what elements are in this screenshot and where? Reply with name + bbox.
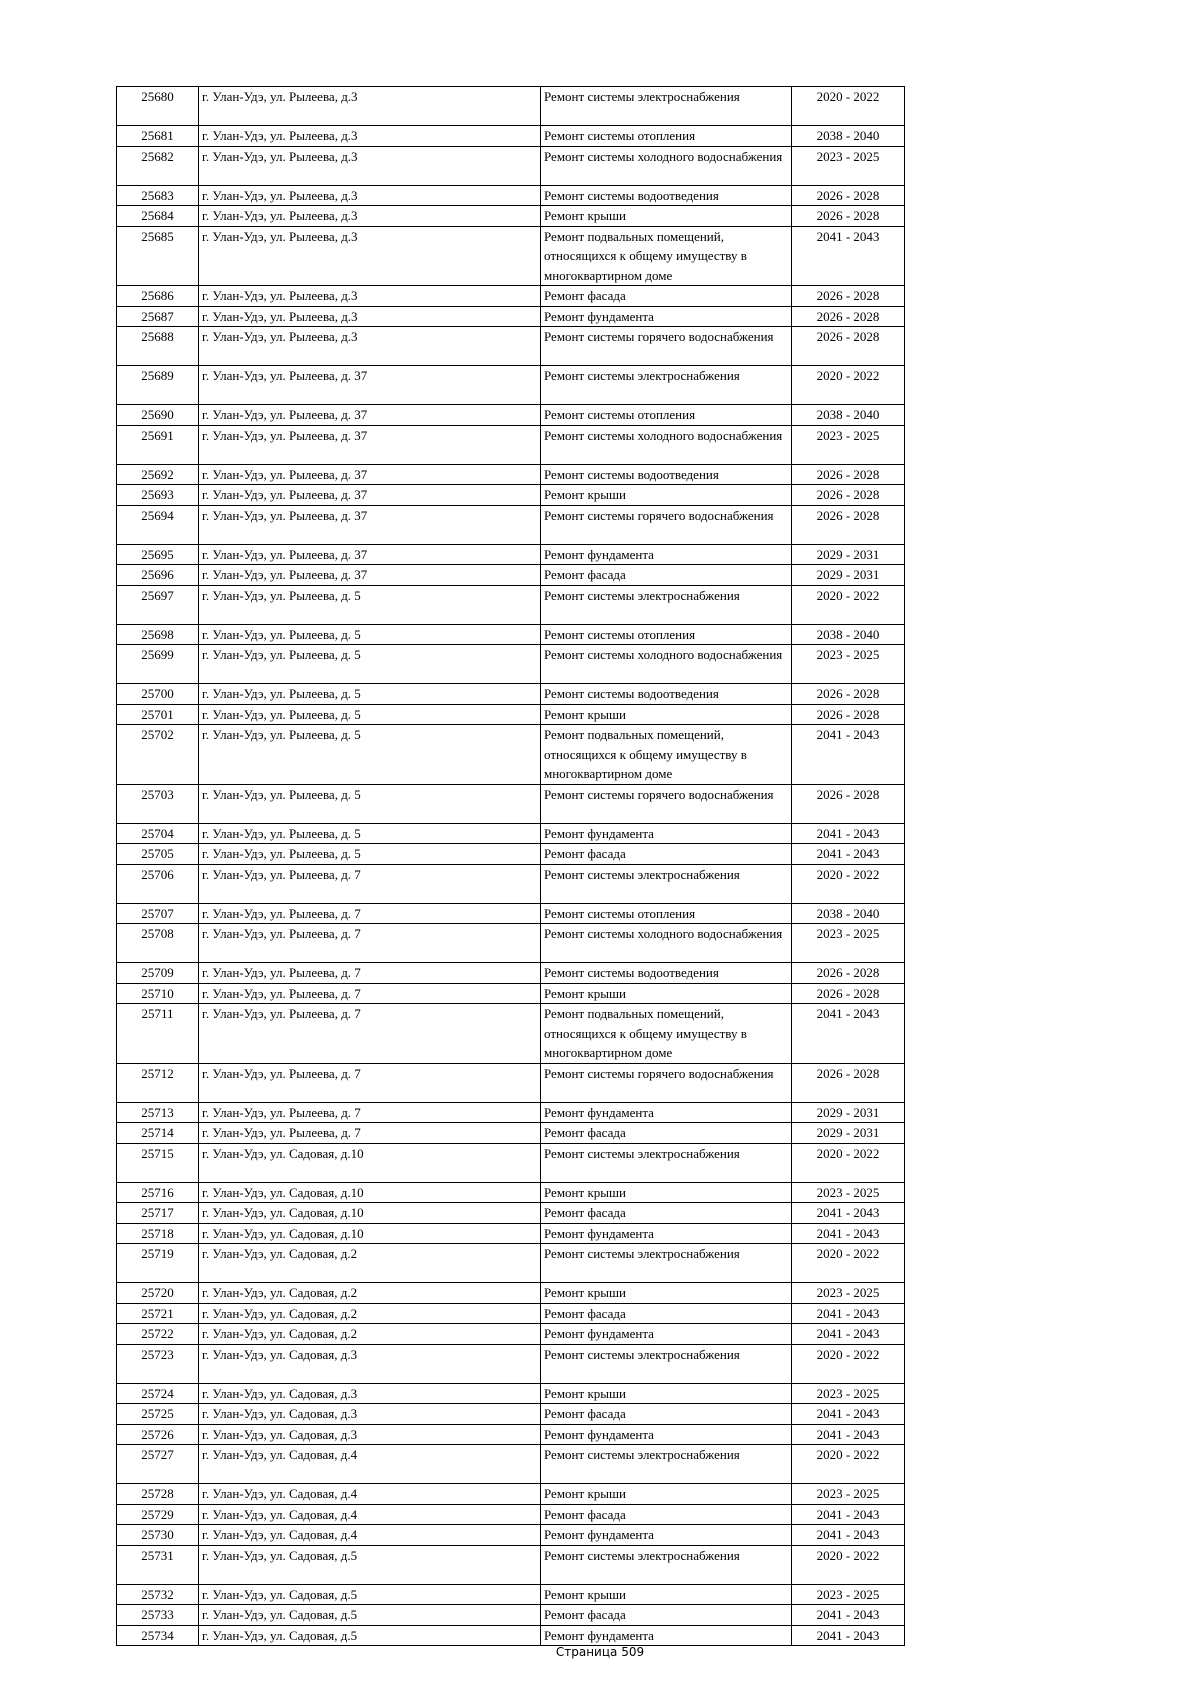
row-id-cell: 25693: [117, 485, 199, 506]
row-period-cell: 2026 - 2028: [792, 306, 905, 327]
row-address-cell: г. Улан-Удэ, ул. Садовая, д.4: [199, 1525, 541, 1546]
row-address-cell: г. Улан-Удэ, ул. Садовая, д.4: [199, 1504, 541, 1525]
row-id-cell: 25709: [117, 963, 199, 984]
row-address-cell: г. Улан-Удэ, ул. Садовая, д.10: [199, 1143, 541, 1182]
row-address-cell: г. Улан-Удэ, ул. Рылеева, д. 7: [199, 1102, 541, 1123]
row-id-cell: 25731: [117, 1545, 199, 1584]
row-period-cell: 2023 - 2025: [792, 1383, 905, 1404]
row-period-cell: 2038 - 2040: [792, 903, 905, 924]
row-period-cell: 2029 - 2031: [792, 1102, 905, 1123]
table-row: [117, 1484, 905, 1505]
row-work-cell: Ремонт крыши: [541, 206, 792, 227]
table-row: [117, 725, 905, 785]
row-period-cell: 2026 - 2028: [792, 185, 905, 206]
row-period-cell: 2023 - 2025: [792, 425, 905, 464]
row-id-cell: 25696: [117, 565, 199, 586]
row-period-cell: 2029 - 2031: [792, 1123, 905, 1144]
table-row: [117, 963, 905, 984]
row-work-cell: Ремонт фундамента: [541, 823, 792, 844]
row-id-cell: 25718: [117, 1223, 199, 1244]
row-period-cell: 2023 - 2025: [792, 924, 905, 963]
row-address-cell: г. Улан-Удэ, ул. Рылеева, д.3: [199, 286, 541, 307]
row-period-cell: 2026 - 2028: [792, 485, 905, 506]
row-id-cell: 25710: [117, 983, 199, 1004]
row-address-cell: г. Улан-Удэ, ул. Садовая, д.4: [199, 1484, 541, 1505]
table-row: [117, 823, 905, 844]
row-id-cell: 25715: [117, 1143, 199, 1182]
row-id-cell: 25681: [117, 126, 199, 147]
row-address-cell: г. Улан-Удэ, ул. Рылеева, д. 7: [199, 924, 541, 963]
table-row: [117, 425, 905, 464]
row-period-cell: 2020 - 2022: [792, 1445, 905, 1484]
table-row: [117, 1383, 905, 1404]
row-id-cell: 25698: [117, 624, 199, 645]
row-id-cell: 25717: [117, 1203, 199, 1224]
row-work-cell: Ремонт крыши: [541, 1383, 792, 1404]
row-work-cell: Ремонт фасада: [541, 565, 792, 586]
row-id-cell: 25691: [117, 425, 199, 464]
row-period-cell: 2041 - 2043: [792, 1004, 905, 1064]
row-id-cell: 25702: [117, 725, 199, 785]
row-address-cell: г. Улан-Удэ, ул. Садовая, д.4: [199, 1445, 541, 1484]
row-address-cell: г. Улан-Удэ, ул. Садовая, д.3: [199, 1344, 541, 1383]
row-id-cell: 25705: [117, 844, 199, 865]
row-work-cell: Ремонт фасада: [541, 1303, 792, 1324]
row-work-cell: Ремонт системы электроснабжения: [541, 87, 792, 126]
row-address-cell: г. Улан-Удэ, ул. Рылеева, д.3: [199, 206, 541, 227]
row-work-cell: Ремонт системы горячего водоснабжения: [541, 1063, 792, 1102]
row-id-cell: 25711: [117, 1004, 199, 1064]
row-period-cell: 2023 - 2025: [792, 1584, 905, 1605]
row-address-cell: г. Улан-Удэ, ул. Рылеева, д. 7: [199, 1123, 541, 1144]
row-work-cell: Ремонт системы электроснабжения: [541, 1143, 792, 1182]
row-id-cell: 25684: [117, 206, 199, 227]
table-row: [117, 1182, 905, 1203]
table-row: [117, 1123, 905, 1144]
row-work-cell: Ремонт фундамента: [541, 1424, 792, 1445]
row-address-cell: г. Улан-Удэ, ул. Рылеева, д. 7: [199, 903, 541, 924]
table-row: [117, 1545, 905, 1584]
row-address-cell: г. Улан-Удэ, ул. Рылеева, д.3: [199, 87, 541, 126]
row-period-cell: 2020 - 2022: [792, 864, 905, 903]
table-row: [117, 903, 905, 924]
table-row: [117, 464, 905, 485]
row-work-cell: Ремонт фундамента: [541, 1102, 792, 1123]
row-address-cell: г. Улан-Удэ, ул. Рылеева, д. 5: [199, 844, 541, 865]
row-period-cell: 2020 - 2022: [792, 1344, 905, 1383]
table-row: [117, 1283, 905, 1304]
row-work-cell: Ремонт системы холодного водоснабжения: [541, 146, 792, 185]
row-id-cell: 25682: [117, 146, 199, 185]
row-work-cell: Ремонт системы электроснабжения: [541, 366, 792, 405]
table-row: [117, 366, 905, 405]
table-row: [117, 1525, 905, 1546]
table-row: [117, 704, 905, 725]
row-address-cell: г. Улан-Удэ, ул. Рылеева, д. 5: [199, 624, 541, 645]
row-id-cell: 25695: [117, 544, 199, 565]
row-work-cell: Ремонт системы холодного водоснабжения: [541, 645, 792, 684]
row-id-cell: 25712: [117, 1063, 199, 1102]
row-work-cell: Ремонт фасада: [541, 1123, 792, 1144]
row-period-cell: 2038 - 2040: [792, 126, 905, 147]
row-id-cell: 25716: [117, 1182, 199, 1203]
table-row: [117, 226, 905, 286]
table-row: [117, 645, 905, 684]
row-work-cell: Ремонт системы водоотведения: [541, 684, 792, 705]
row-work-cell: Ремонт подвальных помещений, относящихся к общему имуществу в многоквартирном доме: [541, 725, 792, 785]
table-row: [117, 485, 905, 506]
row-work-cell: Ремонт фасада: [541, 286, 792, 307]
row-address-cell: г. Улан-Удэ, ул. Садовая, д.3: [199, 1383, 541, 1404]
row-period-cell: 2020 - 2022: [792, 366, 905, 405]
row-id-cell: 25683: [117, 185, 199, 206]
row-period-cell: 2026 - 2028: [792, 464, 905, 485]
row-work-cell: Ремонт крыши: [541, 983, 792, 1004]
row-period-cell: 2038 - 2040: [792, 405, 905, 426]
row-address-cell: г. Улан-Удэ, ул. Садовая, д.5: [199, 1545, 541, 1584]
row-work-cell: Ремонт системы электроснабжения: [541, 1445, 792, 1484]
row-period-cell: 2026 - 2028: [792, 983, 905, 1004]
row-id-cell: 25726: [117, 1424, 199, 1445]
row-work-cell: Ремонт системы отопления: [541, 624, 792, 645]
row-period-cell: 2023 - 2025: [792, 1283, 905, 1304]
row-address-cell: г. Улан-Удэ, ул. Рылеева, д.3: [199, 327, 541, 366]
row-address-cell: г. Улан-Удэ, ул. Рылеева, д. 7: [199, 864, 541, 903]
row-address-cell: г. Улан-Удэ, ул. Рылеева, д.3: [199, 306, 541, 327]
row-work-cell: Ремонт системы горячего водоснабжения: [541, 505, 792, 544]
row-address-cell: г. Улан-Удэ, ул. Садовая, д.5: [199, 1625, 541, 1646]
row-work-cell: Ремонт фасада: [541, 1605, 792, 1626]
row-address-cell: г. Улан-Удэ, ул. Садовая, д.2: [199, 1303, 541, 1324]
row-address-cell: г. Улан-Удэ, ул. Садовая, д.10: [199, 1223, 541, 1244]
row-work-cell: Ремонт системы электроснабжения: [541, 1344, 792, 1383]
row-id-cell: 25686: [117, 286, 199, 307]
table-row: [117, 1424, 905, 1445]
row-address-cell: г. Улан-Удэ, ул. Садовая, д.5: [199, 1584, 541, 1605]
row-address-cell: г. Улан-Удэ, ул. Рылеева, д. 7: [199, 1063, 541, 1102]
row-work-cell: Ремонт фундамента: [541, 1625, 792, 1646]
table-row: [117, 1143, 905, 1182]
table-row: [117, 1404, 905, 1425]
row-work-cell: Ремонт системы электроснабжения: [541, 864, 792, 903]
row-address-cell: г. Улан-Удэ, ул. Рылеева, д. 5: [199, 823, 541, 844]
row-id-cell: 25720: [117, 1283, 199, 1304]
row-id-cell: 25713: [117, 1102, 199, 1123]
row-work-cell: Ремонт подвальных помещений, относящихся к общему имуществу в многоквартирном доме: [541, 226, 792, 286]
row-id-cell: 25729: [117, 1504, 199, 1525]
row-period-cell: 2041 - 2043: [792, 1424, 905, 1445]
row-period-cell: 2041 - 2043: [792, 1605, 905, 1626]
row-work-cell: Ремонт системы отопления: [541, 903, 792, 924]
row-id-cell: 25706: [117, 864, 199, 903]
row-period-cell: 2023 - 2025: [792, 146, 905, 185]
document-page: [116, 86, 904, 1646]
row-work-cell: Ремонт фасада: [541, 1404, 792, 1425]
row-period-cell: 2038 - 2040: [792, 624, 905, 645]
row-address-cell: г. Улан-Удэ, ул. Садовая, д.5: [199, 1605, 541, 1626]
row-period-cell: 2029 - 2031: [792, 565, 905, 586]
row-period-cell: 2041 - 2043: [792, 725, 905, 785]
table-row: [117, 1324, 905, 1345]
row-address-cell: г. Улан-Удэ, ул. Рылеева, д.3: [199, 126, 541, 147]
row-id-cell: 25700: [117, 684, 199, 705]
row-period-cell: 2026 - 2028: [792, 206, 905, 227]
row-period-cell: 2041 - 2043: [792, 1504, 905, 1525]
row-id-cell: 25733: [117, 1605, 199, 1626]
table-row: [117, 126, 905, 147]
row-work-cell: Ремонт крыши: [541, 1584, 792, 1605]
table-row: [117, 585, 905, 624]
row-work-cell: Ремонт системы горячего водоснабжения: [541, 784, 792, 823]
row-period-cell: 2041 - 2043: [792, 226, 905, 286]
row-id-cell: 25734: [117, 1625, 199, 1646]
row-work-cell: Ремонт системы электроснабжения: [541, 1545, 792, 1584]
row-address-cell: г. Улан-Удэ, ул. Рылеева, д. 5: [199, 684, 541, 705]
row-period-cell: 2020 - 2022: [792, 1143, 905, 1182]
row-id-cell: 25725: [117, 1404, 199, 1425]
row-address-cell: г. Улан-Удэ, ул. Рылеева, д. 7: [199, 963, 541, 984]
row-work-cell: Ремонт фундамента: [541, 1525, 792, 1546]
table-row: [117, 327, 905, 366]
table-row: [117, 1605, 905, 1626]
row-work-cell: Ремонт системы отопления: [541, 126, 792, 147]
row-address-cell: г. Улан-Удэ, ул. Садовая, д.10: [199, 1203, 541, 1224]
row-period-cell: 2026 - 2028: [792, 286, 905, 307]
row-address-cell: г. Улан-Удэ, ул. Садовая, д.2: [199, 1244, 541, 1283]
row-work-cell: Ремонт крыши: [541, 704, 792, 725]
row-period-cell: 2020 - 2022: [792, 1244, 905, 1283]
row-address-cell: г. Улан-Удэ, ул. Садовая, д.3: [199, 1424, 541, 1445]
table-row: [117, 684, 905, 705]
row-id-cell: 25690: [117, 405, 199, 426]
row-work-cell: Ремонт фундамента: [541, 1223, 792, 1244]
row-id-cell: 25689: [117, 366, 199, 405]
row-work-cell: Ремонт крыши: [541, 1484, 792, 1505]
row-work-cell: Ремонт системы холодного водоснабжения: [541, 924, 792, 963]
table-row: [117, 286, 905, 307]
row-address-cell: г. Улан-Удэ, ул. Рылеева, д. 7: [199, 1004, 541, 1064]
row-work-cell: Ремонт крыши: [541, 485, 792, 506]
row-id-cell: 25723: [117, 1344, 199, 1383]
row-id-cell: 25730: [117, 1525, 199, 1546]
table-row: [117, 924, 905, 963]
table-row: [117, 1244, 905, 1283]
row-address-cell: г. Улан-Удэ, ул. Рылеева, д. 7: [199, 983, 541, 1004]
row-id-cell: 25732: [117, 1584, 199, 1605]
row-work-cell: Ремонт фундамента: [541, 1324, 792, 1345]
row-work-cell: Ремонт системы водоотведения: [541, 185, 792, 206]
row-id-cell: 25699: [117, 645, 199, 684]
row-id-cell: 25708: [117, 924, 199, 963]
row-address-cell: г. Улан-Удэ, ул. Рылеева, д. 5: [199, 725, 541, 785]
row-id-cell: 25714: [117, 1123, 199, 1144]
table-row: [117, 1223, 905, 1244]
table-row: [117, 1303, 905, 1324]
row-id-cell: 25704: [117, 823, 199, 844]
row-id-cell: 25721: [117, 1303, 199, 1324]
row-id-cell: 25688: [117, 327, 199, 366]
row-work-cell: Ремонт системы холодного водоснабжения: [541, 425, 792, 464]
table-row: [117, 1625, 905, 1646]
row-period-cell: 2026 - 2028: [792, 327, 905, 366]
row-work-cell: Ремонт крыши: [541, 1283, 792, 1304]
table-row: [117, 206, 905, 227]
row-work-cell: Ремонт системы горячего водоснабжения: [541, 327, 792, 366]
row-id-cell: 25707: [117, 903, 199, 924]
row-period-cell: 2041 - 2043: [792, 1525, 905, 1546]
table-row: [117, 1344, 905, 1383]
page-number: Страница 509: [555, 1645, 645, 1659]
row-period-cell: 2026 - 2028: [792, 963, 905, 984]
row-address-cell: г. Улан-Удэ, ул. Рылеева, д. 37: [199, 544, 541, 565]
table-row: [117, 146, 905, 185]
row-id-cell: 25697: [117, 585, 199, 624]
row-period-cell: 2026 - 2028: [792, 784, 905, 823]
row-id-cell: 25722: [117, 1324, 199, 1345]
row-address-cell: г. Улан-Удэ, ул. Рылеева, д. 37: [199, 405, 541, 426]
row-address-cell: г. Улан-Удэ, ул. Рылеева, д. 5: [199, 585, 541, 624]
row-work-cell: Ремонт фундамента: [541, 544, 792, 565]
table-row: [117, 565, 905, 586]
repair-schedule-table: [116, 86, 905, 1646]
table-row: [117, 844, 905, 865]
row-address-cell: г. Улан-Удэ, ул. Садовая, д.10: [199, 1182, 541, 1203]
row-work-cell: Ремонт системы водоотведения: [541, 464, 792, 485]
table-row: [117, 1004, 905, 1064]
table-row: [117, 1063, 905, 1102]
row-work-cell: Ремонт системы электроснабжения: [541, 585, 792, 624]
row-period-cell: 2026 - 2028: [792, 704, 905, 725]
row-work-cell: Ремонт фундамента: [541, 306, 792, 327]
row-period-cell: 2041 - 2043: [792, 1324, 905, 1345]
row-address-cell: г. Улан-Удэ, ул. Рылеева, д. 37: [199, 505, 541, 544]
row-address-cell: г. Улан-Удэ, ул. Рылеева, д.3: [199, 226, 541, 286]
table-row: [117, 1102, 905, 1123]
row-work-cell: Ремонт системы электроснабжения: [541, 1244, 792, 1283]
row-work-cell: Ремонт системы отопления: [541, 405, 792, 426]
row-period-cell: 2041 - 2043: [792, 1223, 905, 1244]
row-period-cell: 2020 - 2022: [792, 585, 905, 624]
row-id-cell: 25692: [117, 464, 199, 485]
row-work-cell: Ремонт подвальных помещений, относящихся к общему имуществу в многоквартирном доме: [541, 1004, 792, 1064]
row-period-cell: 2041 - 2043: [792, 1303, 905, 1324]
table-row: [117, 1445, 905, 1484]
row-period-cell: 2023 - 2025: [792, 1484, 905, 1505]
row-work-cell: Ремонт фасада: [541, 1504, 792, 1525]
row-period-cell: 2029 - 2031: [792, 544, 905, 565]
row-id-cell: 25728: [117, 1484, 199, 1505]
row-id-cell: 25724: [117, 1383, 199, 1404]
row-period-cell: 2041 - 2043: [792, 1404, 905, 1425]
row-work-cell: Ремонт фасада: [541, 1203, 792, 1224]
table-row: [117, 1203, 905, 1224]
table-row: [117, 544, 905, 565]
table-row: [117, 1504, 905, 1525]
row-id-cell: 25727: [117, 1445, 199, 1484]
row-address-cell: г. Улан-Удэ, ул. Рылеева, д. 37: [199, 485, 541, 506]
row-address-cell: г. Улан-Удэ, ул. Рылеева, д. 37: [199, 565, 541, 586]
row-id-cell: 25685: [117, 226, 199, 286]
row-period-cell: 2041 - 2043: [792, 823, 905, 844]
table-row: [117, 505, 905, 544]
row-address-cell: г. Улан-Удэ, ул. Рылеева, д. 5: [199, 784, 541, 823]
row-period-cell: 2041 - 2043: [792, 844, 905, 865]
row-work-cell: Ремонт системы водоотведения: [541, 963, 792, 984]
row-address-cell: г. Улан-Удэ, ул. Садовая, д.2: [199, 1283, 541, 1304]
row-address-cell: г. Улан-Удэ, ул. Рылеева, д. 37: [199, 464, 541, 485]
row-id-cell: 25694: [117, 505, 199, 544]
row-period-cell: 2026 - 2028: [792, 505, 905, 544]
row-address-cell: г. Улан-Удэ, ул. Рылеева, д.3: [199, 146, 541, 185]
row-period-cell: 2026 - 2028: [792, 1063, 905, 1102]
row-address-cell: г. Улан-Удэ, ул. Рылеева, д. 5: [199, 704, 541, 725]
row-period-cell: 2041 - 2043: [792, 1203, 905, 1224]
table-row: [117, 185, 905, 206]
row-id-cell: 25680: [117, 87, 199, 126]
row-id-cell: 25701: [117, 704, 199, 725]
row-id-cell: 25719: [117, 1244, 199, 1283]
table-row: [117, 983, 905, 1004]
row-id-cell: 25703: [117, 784, 199, 823]
row-address-cell: г. Улан-Удэ, ул. Рылеева, д. 37: [199, 425, 541, 464]
row-period-cell: 2020 - 2022: [792, 87, 905, 126]
row-address-cell: г. Улан-Удэ, ул. Садовая, д.2: [199, 1324, 541, 1345]
row-id-cell: 25687: [117, 306, 199, 327]
table-row: [117, 306, 905, 327]
table-row: [117, 624, 905, 645]
row-address-cell: г. Улан-Удэ, ул. Рылеева, д.3: [199, 185, 541, 206]
row-work-cell: Ремонт крыши: [541, 1182, 792, 1203]
table-row: [117, 864, 905, 903]
row-address-cell: г. Улан-Удэ, ул. Рылеева, д. 37: [199, 366, 541, 405]
row-period-cell: 2026 - 2028: [792, 684, 905, 705]
table-row: [117, 1584, 905, 1605]
row-period-cell: 2041 - 2043: [792, 1625, 905, 1646]
row-address-cell: г. Улан-Удэ, ул. Рылеева, д. 5: [199, 645, 541, 684]
table-body: [117, 87, 905, 1646]
table-row: [117, 405, 905, 426]
row-period-cell: 2020 - 2022: [792, 1545, 905, 1584]
table-row: [117, 784, 905, 823]
row-work-cell: Ремонт фасада: [541, 844, 792, 865]
row-address-cell: г. Улан-Удэ, ул. Садовая, д.3: [199, 1404, 541, 1425]
row-period-cell: 2023 - 2025: [792, 645, 905, 684]
row-period-cell: 2023 - 2025: [792, 1182, 905, 1203]
table-row: [117, 87, 905, 126]
